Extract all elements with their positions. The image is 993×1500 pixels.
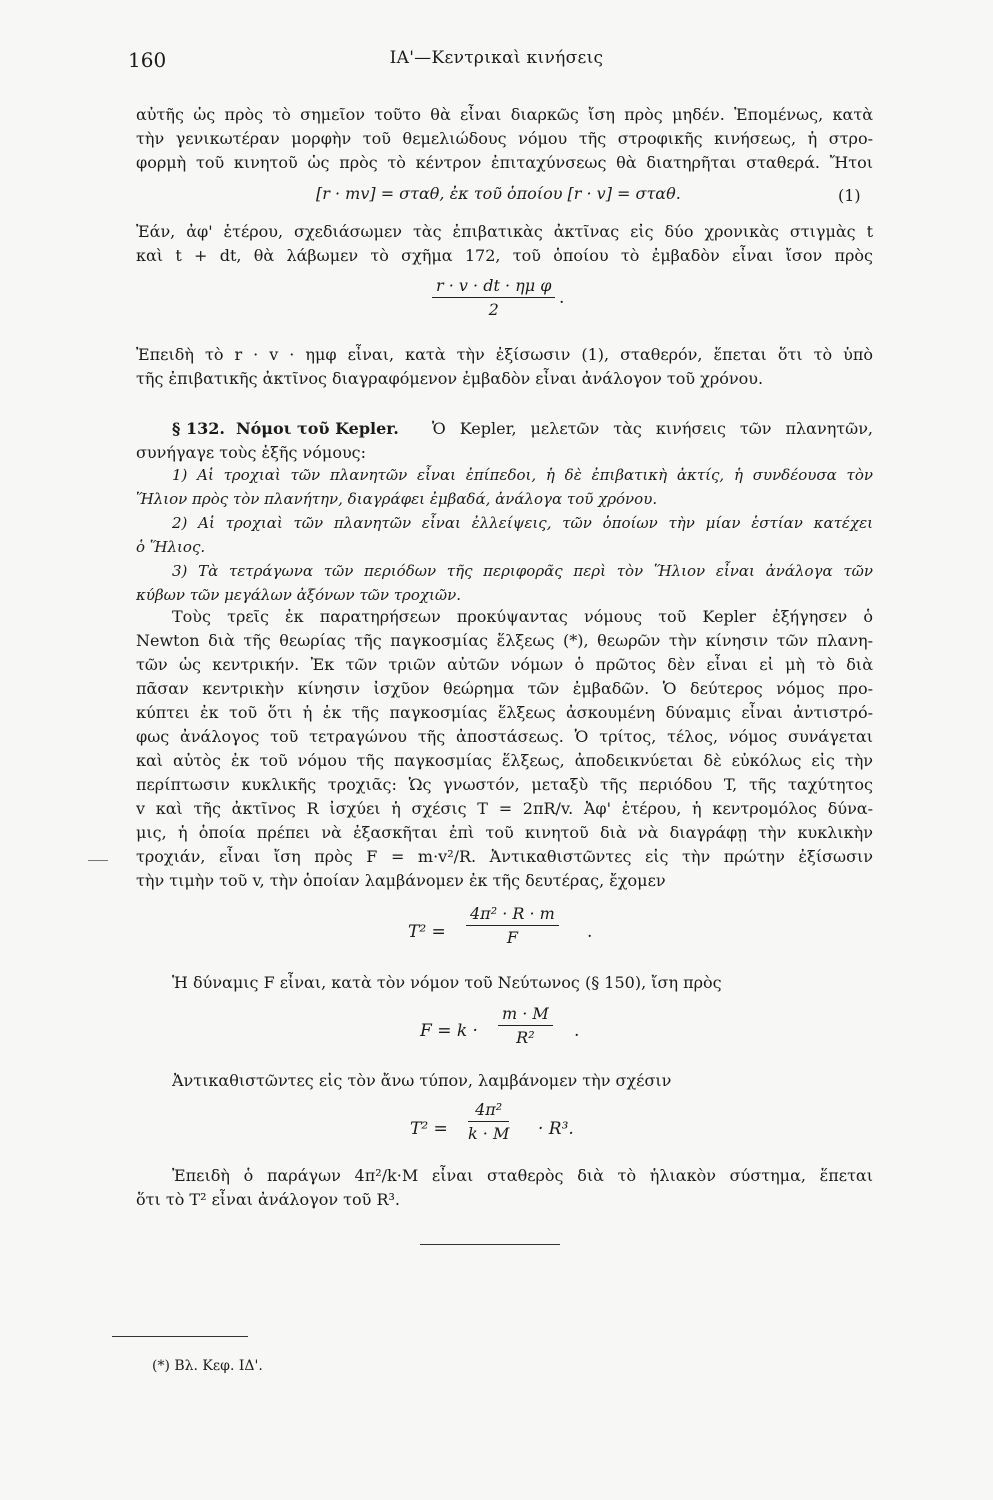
text-line: Τοὺς τρεῖς ἐκ παρατηρήσεων προκύψαντας νόμους τοῦ Kepler ἐξήγησεν ὁ <box>172 607 873 626</box>
fraction-numerator: 4π² · R · m <box>470 904 555 923</box>
fraction-numerator: r · v · dt · ημ φ <box>436 276 552 295</box>
equation-5-lhs: T² = <box>410 1119 448 1139</box>
page-number: 160 <box>128 48 167 72</box>
law-1-cont: Ἥλιον πρὸς τὸν πλανήτην, διαγράφει ἐμβαδά, ἀνάλογα τοῦ χρόνου. <box>136 490 658 508</box>
text-line: καὶ αὐτὸς ἐκ τοῦ νόμου τῆς παγκοσμίας ἕλξεως, ἀποδεικνύεται δὲ εὐκόλως εἰς τὴν <box>136 751 873 770</box>
fraction-denominator: k · M <box>468 1124 510 1143</box>
equation-4-lhs: F = k · <box>420 1021 478 1041</box>
text-line: Ἡ δύναμις F εἶναι, κατὰ τὸν νόμον τοῦ Νεύτωνος (§ 150), ἴση πρὸς <box>172 973 722 992</box>
fraction-numerator: m · M <box>502 1004 549 1023</box>
section-number: § 132. <box>172 419 225 438</box>
text-line: Ἀντικαθιστῶντες εἰς τὸν ἄνω τύπον, λαμβάνομεν τὴν σχέσιν <box>172 1071 672 1090</box>
law-1: 1) Αἱ τροχιαὶ τῶν πλανητῶν εἶναι ἐπίπεδοι, ἡ δὲ ἐπιβατικὴ ἀκτίς, ἡ συνδέουσα τὸν <box>172 466 873 484</box>
text-line: Ἐπειδὴ τὸ r · v · ημφ εἶναι, κατὰ τὴν ἐξίσωσιν (1), σταθερόν, ἕπεται ὅτι τὸ ὑπὸ <box>136 345 873 364</box>
text-line: πᾶσαν κεντρικὴν κίνησιν ἰσχῦον θεώρημα τῶν ἐμβαδῶν. Ὁ δεύτερος νόμος προ- <box>136 679 873 698</box>
text-line: Ἐπειδὴ ὁ παράγων 4π²/k·M εἶναι σταθερὸς διὰ τὸ ἡλιακὸν σύστημα, ἕπεται <box>172 1166 873 1185</box>
equation-4-fraction <box>498 1004 553 1047</box>
scan-mark <box>88 860 108 861</box>
fraction-denominator: F <box>506 928 518 947</box>
equation-5-fraction <box>468 1100 509 1143</box>
equation-3-period: . <box>587 922 593 942</box>
text-line: Newton διὰ τῆς θεωρίας τῆς παγκοσμίας ἕλξεως (*), θεωρῶν τὴν κίνησιν τῶν πλανη- <box>136 631 873 650</box>
equation-2-period: . <box>559 288 565 308</box>
text-line: καὶ t + dt, θὰ λάβωμεν τὸ σχῆμα 172, τοῦ ὁποίου τὸ ἐμβαδὸν εἶναι ἴσον πρὸς <box>136 246 873 265</box>
law-3: 3) Τὰ τετράγωνα τῶν περιόδων τῆς περιφορᾶς περὶ τὸν Ἥλιον εἶναι ἀνάλογα τῶν <box>172 562 873 580</box>
running-header: ΙΑ'—Κεντρικαὶ κινήσεις <box>389 48 604 68</box>
text-line: συνήγαγε τοὺς ἑξῆς νόμους: <box>136 443 367 462</box>
text-line: τὴν τιμὴν τοῦ v, τὴν ὁποίαν λαμβάνομεν ἐκ τῆς δευτέρας, ἔχομεν <box>136 871 666 890</box>
section-title: Νόμοι τοῦ Kepler. <box>236 419 399 438</box>
text-line: τῆς ἐπιβατικῆς ἀκτῖνος διαγραφόμενον ἐμβαδὸν εἶναι ἀνάλογον τοῦ χρόνου. <box>136 369 764 388</box>
equation-1: [r · mv] = σταθ, ἐκ τοῦ ὁποίου [r · v] = σταθ. <box>316 184 681 203</box>
law-2-cont: ὁ Ἥλιος. <box>136 538 206 556</box>
fraction-denominator: 2 <box>488 300 499 319</box>
equation-4-period: . <box>574 1021 580 1041</box>
fraction-numerator: 4π² <box>475 1100 503 1119</box>
text-line: Ὁ Kepler, μελετῶν τὰς κινήσεις τῶν πλανητῶν, <box>432 419 873 438</box>
fraction-denominator: R² <box>516 1028 535 1047</box>
equation-3-lhs: T² = <box>408 922 446 942</box>
section-divider <box>420 1244 560 1245</box>
text-line: φως ἀνάλογος τοῦ τετραγώνου τῆς ἀποστάσεως. Ὁ τρίτος, τέλος, νόμος συνάγεται <box>136 727 873 746</box>
text-line: κύπτει ἐκ τοῦ ὅτι ἡ ἐκ τῆς παγκοσμίας ἕλξεως ἀσκουμένη δύναμις εἶναι ἀντιστρό- <box>136 703 873 722</box>
text-line: φορμὴ τοῦ κινητοῦ ὡς πρὸς τὸ κέντρον ἐπιταχύνσεως θὰ διατηρῆται σταθερά. Ἤτοι <box>136 153 873 172</box>
text-line: ὅτι τὸ T² εἶναι ἀνάλογον τοῦ R³. <box>136 1190 400 1209</box>
equation-number: (1) <box>838 186 861 205</box>
text-line: Ἐάν, ἀφ' ἑτέρου, σχεδιάσωμεν τὰς ἐπιβατικὰς ἀκτῖνας εἰς δύο χρονικὰς στιγμὰς t <box>136 222 873 241</box>
text-line: μις, ἡ ὁποία πρέπει νὰ ἐξασκῆται ἐπὶ τοῦ κινητοῦ διὰ νὰ διαγράφῃ τὴν κυκλικὴν <box>136 823 873 842</box>
equation-2-fraction <box>432 276 555 319</box>
text-line: v καὶ τῆς ἀκτῖνος R ἰσχύει ἡ σχέσις T = 2πR/v. Ἀφ' ἑτέρου, ἡ κεντρομόλος δύνα- <box>136 799 873 818</box>
footnote-rule <box>112 1336 248 1337</box>
equation-3-fraction <box>466 904 559 947</box>
text-line: τῶν ὡς κεντρικήν. Ἐκ τῶν τριῶν αὐτῶν νόμων ὁ πρῶτος δὲν εἶναι εἰ μὴ τὸ διὰ <box>136 655 873 674</box>
law-2: 2) Αἱ τροχιαὶ τῶν πλανητῶν εἶναι ἐλλείψεις, τῶν ὁποίων τὴν μίαν ἑστίαν κατέχει <box>172 514 873 532</box>
law-3-cont: κύβων τῶν μεγάλων ἀξόνων τῶν τροχιῶν. <box>136 586 461 604</box>
text-line: περίπτωσιν κυκλικῆς τροχιᾶς: Ὡς γνωστόν, μεταξὺ τῆς περιόδου T, τῆς ταχύτητος <box>136 775 873 794</box>
section-heading <box>172 418 442 440</box>
text-line: αὐτῆς ὡς πρὸς τὸ σημεῖον τοῦτο θὰ εἶναι διαρκῶς ἴση πρὸς μηδέν. Ἑπομένως, κατὰ <box>136 105 873 124</box>
text-line: τροχιάν, εἶναι ἴση πρὸς F = m·v²/R. Ἀντικαθιστῶντες εἰς τὴν πρώτην ἐξίσωσιν <box>136 847 873 866</box>
footnote: (*) Βλ. Κεφ. ΙΔ'. <box>152 1358 263 1374</box>
equation-5-trail: · R³. <box>538 1119 574 1139</box>
text-line: τὴν γενικωτέραν μορφὴν τοῦ θεμελιώδους νόμου τῆς στροφικῆς κινήσεως, ἡ στρο- <box>136 129 873 148</box>
